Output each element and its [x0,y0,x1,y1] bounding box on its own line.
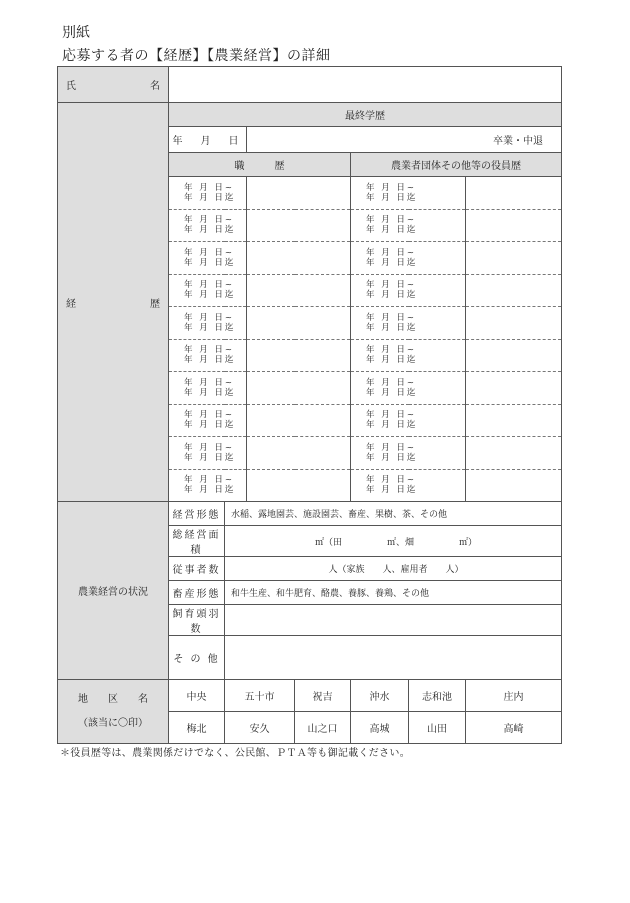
job-entry[interactable] [247,437,351,470]
district-option[interactable]: 庄内 [466,680,562,712]
farm-field-label: 飼育頭羽数 [169,605,225,636]
district-hint: （該当に〇印） [78,717,148,729]
job-period-from: 年 月 日~ [184,410,235,421]
officer-period-from: 年 月 日~ [366,442,417,453]
job-period-to: 年 月 日迄 [184,257,236,268]
job-entry[interactable] [247,404,351,437]
district-option[interactable]: 山田 [409,712,466,744]
officer-period[interactable] [351,339,466,372]
job-period[interactable] [169,437,247,470]
officer-period-to: 年 月 日迄 [366,257,418,268]
name-field[interactable] [169,67,562,103]
footnote: ＊役員歴等は、農業関係だけでなく、公民館、ＰＴＡ等も御記載ください。 [60,748,410,759]
officer-period-from: 年 月 日~ [366,345,417,356]
officer-period-from: 年 月 日~ [366,410,417,421]
job-period-from: 年 月 日~ [184,182,235,193]
officer-entry[interactable] [466,372,562,405]
job-period-to: 年 月 日迄 [184,322,236,333]
farm-field-value[interactable]: 水稲、露地園芸、施設園芸、畜産、果樹、茶、その他 [225,502,562,526]
officer-period-from: 年 月 日~ [366,182,417,193]
officer-period[interactable] [351,469,466,502]
farm-field-label: 畜産形態 [169,581,225,605]
officer-period-from: 年 月 日~ [366,215,417,226]
officer-period-to: 年 月 日迄 [366,290,418,301]
officer-history-header: 農業者団体その他等の役員歴 [351,153,562,177]
job-period-to: 年 月 日迄 [184,355,236,366]
job-entry[interactable] [247,274,351,307]
farm-field-value[interactable] [225,605,562,636]
district-option[interactable]: 沖水 [351,680,409,712]
job-period-from: 年 月 日~ [184,247,235,258]
career-label: 経 歴 [58,103,169,502]
job-period-from: 年 月 日~ [184,345,235,356]
officer-period-from: 年 月 日~ [366,475,417,486]
officer-period-from: 年 月 日~ [366,312,417,323]
job-period-from: 年 月 日~ [184,280,235,291]
district-option[interactable]: 山之口 [295,712,351,744]
job-period[interactable] [169,469,247,502]
district-row [58,680,562,712]
officer-entry[interactable] [466,177,562,210]
officer-entry[interactable] [466,404,562,437]
officer-period-from: 年 月 日~ [366,280,417,291]
district-option[interactable]: 志和池 [409,680,466,712]
job-period[interactable] [169,242,247,275]
job-period-from: 年 月 日~ [184,442,235,453]
officer-period[interactable] [351,274,466,307]
job-period-to: 年 月 日迄 [184,225,236,236]
attachment-label: 別紙 [62,25,90,41]
officer-period[interactable] [351,242,466,275]
job-entry[interactable] [247,372,351,405]
application-form-table [57,66,562,744]
job-period[interactable] [169,404,247,437]
officer-period[interactable] [351,404,466,437]
farm-field-value[interactable]: 和牛生産、和牛肥育、酪農、養豚、養鶏、その他 [225,581,562,605]
officer-entry[interactable] [466,209,562,242]
job-entry[interactable] [247,469,351,502]
job-period-to: 年 月 日迄 [184,452,236,463]
job-period[interactable] [169,274,247,307]
job-period-from: 年 月 日~ [184,377,235,388]
officer-period-to: 年 月 日迄 [366,420,418,431]
officer-period[interactable] [351,372,466,405]
job-period-from: 年 月 日~ [184,215,235,226]
page-title: 応募する者の【経歴】【農業経営】の詳細 [62,48,331,64]
district-option[interactable]: 高崎 [466,712,562,744]
district-option[interactable]: 中央 [169,680,225,712]
job-period-to: 年 月 日迄 [184,290,236,301]
name-label: 氏 名 [58,67,169,103]
farm-field-value[interactable] [225,636,562,680]
officer-period-from: 年 月 日~ [366,247,417,258]
officer-period-to: 年 月 日迄 [366,355,418,366]
district-option[interactable]: 高城 [351,712,409,744]
job-entry[interactable] [247,209,351,242]
education-header: 最終学歴 [169,103,562,127]
district-option[interactable]: 祝吉 [295,680,351,712]
officer-entry[interactable] [466,437,562,470]
farm-field-label: そ の 他 [169,636,225,680]
farm-field-value[interactable]: 人（家族 人、雇用者 人） [225,557,562,581]
officer-period[interactable] [351,209,466,242]
farm-row [58,502,562,526]
job-history-header: 職 歴 [169,153,351,177]
district-title: 地 区 名 [78,693,148,705]
district-option[interactable]: 安久 [225,712,295,744]
job-period-from: 年 月 日~ [184,475,235,486]
job-period-to: 年 月 日迄 [184,485,236,496]
district-option[interactable]: 五十市 [225,680,295,712]
job-entry[interactable] [247,177,351,210]
officer-entry[interactable] [466,274,562,307]
officer-entry[interactable] [466,339,562,372]
farm-field-value[interactable]: ㎡（田 ㎡、畑 ㎡） [225,526,562,557]
officer-period[interactable] [351,437,466,470]
farm-status-label: 農業経営の状況 [58,502,169,680]
education-date-label[interactable]: 年 月 日 [169,127,247,153]
district-option[interactable]: 梅北 [169,712,225,744]
job-period[interactable] [169,339,247,372]
job-period-to: 年 月 日迄 [184,192,236,203]
officer-period-to: 年 月 日迄 [366,485,418,496]
job-entry[interactable] [247,307,351,340]
officer-entry[interactable] [466,307,562,340]
education-status[interactable]: 卒業・中退 [247,127,562,153]
officer-period-from: 年 月 日~ [366,377,417,388]
officer-period[interactable] [351,307,466,340]
officer-period-to: 年 月 日迄 [366,387,418,398]
job-period[interactable] [169,209,247,242]
job-period-to: 年 月 日迄 [184,420,236,431]
job-period-from: 年 月 日~ [184,312,235,323]
job-period[interactable] [169,372,247,405]
officer-period[interactable] [351,177,466,210]
officer-entry[interactable] [466,242,562,275]
job-entry[interactable] [247,339,351,372]
officer-entry[interactable] [466,469,562,502]
job-period[interactable] [169,307,247,340]
job-period[interactable] [169,177,247,210]
job-period-to: 年 月 日迄 [184,387,236,398]
officer-period-to: 年 月 日迄 [366,322,418,333]
farm-field-label: 総経営面積 [169,526,225,557]
officer-period-to: 年 月 日迄 [366,225,418,236]
officer-period-to: 年 月 日迄 [366,452,418,463]
job-entry[interactable] [247,242,351,275]
district-label [58,680,169,744]
farm-field-label: 従事者数 [169,557,225,581]
officer-period-to: 年 月 日迄 [366,192,418,203]
farm-field-label: 経営形態 [169,502,225,526]
